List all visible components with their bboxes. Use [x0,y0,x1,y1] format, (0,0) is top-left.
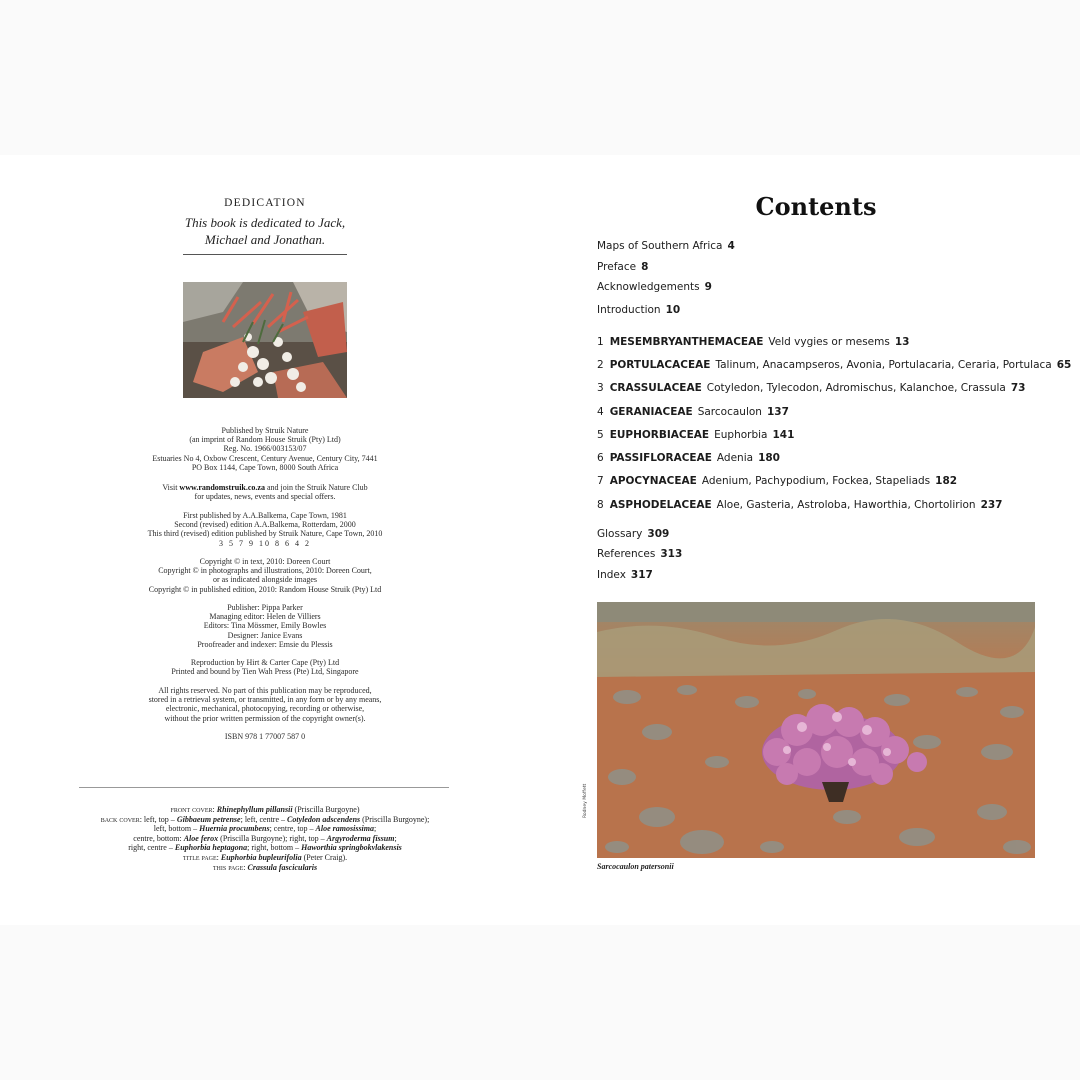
credit-text: (Priscilla Burgoyne); right, top – [218,833,327,843]
credit-text: (Priscilla Burgoyne); [360,814,430,824]
toc-label: Glossary [597,528,643,540]
species-name: Rhinephyllum pillansii [216,805,293,814]
imprint-line: Copyright © in photographs and illustrations, 2010: Doreen Court, [158,566,372,576]
chapter-description: Euphorbia [714,429,768,441]
imprint-line: Estuaries No 4, Oxbow Crescent, Century Avenue, Century City, 7441 [152,453,378,463]
isbn: ISBN 978 1 77007 587 0 [224,732,306,741]
imprint-line: First published by A.A.Balkema, Cape Town, 1981 [183,511,347,520]
credit-label: back cover: [100,814,142,824]
imprint-line: electronic, mechanical, photocopying, recording or otherwise, [165,704,365,714]
species-name: Huernia procumbens [199,824,270,834]
toc-label: Index [597,569,626,581]
imprint-line [120,483,410,492]
imprint-line: Copyright © in published edition, 2010: Random House Struik (Pty) Ltd [148,584,382,594]
imprint-line: stored in a retrieval system, or transmitted, in any form or by any means, [148,695,382,705]
toc-entry[interactable] [597,281,712,293]
dedication-text [165,214,365,248]
toc-chapter[interactable] [597,382,1025,394]
chapter-description: Sarcocaulon [697,406,762,418]
chapter-number: 3 [597,382,604,394]
credits-divider [79,787,449,788]
toc-chapter[interactable] [597,429,794,441]
toc-entry[interactable] [597,304,680,316]
toc-page-number: 313 [660,548,683,560]
photo-caption: Sarcocaulon patersonii [597,862,674,871]
chapter-description: Talinum, Anacampseros, Avonia, Portulacaria, Ceraria, Portulaca [715,359,1052,371]
dedication-divider [183,254,347,255]
imprint-printing [120,658,410,676]
toc-chapter[interactable] [597,406,789,418]
credit-line [60,834,470,844]
chapter-number: 6 [597,452,604,464]
toc-label: Preface [597,261,637,273]
imprint-line: Publisher: Pippa Parker [227,603,303,612]
imprint-staff [120,603,410,649]
imprint-line: 3 5 7 9 10 8 6 4 2 [219,538,311,548]
imprint-line: or as indicated alongside images [213,575,317,585]
crassula-fascicularis-photo [183,282,347,398]
toc-label: References [597,548,656,560]
chapter-number: 2 [597,359,604,371]
imprint-line: This third (revised) edition published by Struik Nature, Cape Town, 2010 [147,529,383,539]
toc-page-number: 65 [1056,359,1072,371]
credit-label: this page: [212,862,246,872]
imprint-line: Second (revised) edition A.A.Balkema, Rotterdam, 2000 [174,520,356,530]
species-name: Haworthia springbokvlakensis [301,843,402,853]
toc-chapter[interactable] [597,359,1071,371]
toc-page-number: 4 [727,240,735,252]
imprint-line: Proofreader and indexer: Emsie du Plessis [197,639,333,649]
toc-entry[interactable] [597,548,682,560]
imprint-publisher [120,426,410,472]
website-link[interactable]: www.randomstruik.co.za [179,483,265,492]
credit-text: centre, bottom: [133,833,184,843]
chapter-family: MESEMBRYANTHEMACEAE [609,336,764,348]
imprint-line: Editors: Tina Mössmer, Emily Bowles [203,621,327,631]
chapter-number: 1 [597,336,604,348]
toc-page-number: 182 [935,475,958,487]
credit-line [60,815,470,825]
toc-label: Introduction [597,304,661,316]
imprint-line: PO Box 1144, Cape Town, 8000 South Africa [191,462,339,472]
imprint-text: and join the Struik Nature Club [264,483,368,492]
credit-text: ; left, centre – [240,814,288,824]
imprint-website [120,483,410,501]
toc-page-number: 317 [630,569,653,581]
chapter-family: PORTULACACEAE [609,359,711,371]
credit-text: right, centre – [128,843,175,853]
imprint-text: Visit [162,483,180,492]
toc-label: Maps of Southern Africa [597,240,723,252]
imprint-line: Copyright © in text, 2010: Doreen Court [199,557,331,566]
toc-page-number: 141 [772,429,795,441]
toc-page-number: 180 [758,452,780,464]
toc-page-number: 73 [1010,382,1026,394]
chapter-family: PASSIFLORACEAE [609,452,712,464]
toc-chapter[interactable] [597,336,909,348]
species-name: Aloe ferox [183,833,219,843]
chapter-description: Aloe, Gasteria, Astroloba, Haworthia, Chortolirion [716,499,976,511]
toc-entry[interactable] [597,528,669,540]
species-name: Cotyledon adscendens [287,814,361,824]
credit-line [60,805,470,815]
imprint-line: for updates, news, events and special offers. [194,492,336,502]
imprint-rights [120,686,410,723]
chapter-family: EUPHORBIACEAE [609,429,710,441]
toc-page-number: 8 [641,261,649,273]
chapter-description: Adenium, Pachypodium, Fockea, Stapeliads [701,475,931,487]
species-name: Euphorbia heptagona [174,843,248,853]
chapter-description: Adenia [716,452,754,464]
imprint-line: Managing editor: Helen de Villiers [209,612,321,622]
imprint-editions [120,511,410,548]
toc-entry[interactable] [597,240,735,252]
toc-page-number: 9 [704,281,712,293]
credit-line [60,824,470,834]
credit-text: ; centre, top – [269,824,316,834]
imprint-line: without the prior written permission of the copyright owner(s). [164,713,366,723]
imprint-line: Reg. No. 1966/003153/07 [223,444,307,454]
dedication-heading: DEDICATION [224,197,306,209]
species-name: Aloe ramosissima [315,824,374,834]
toc-page-number: 309 [647,528,670,540]
photo-credit: Rodney Moffett [583,783,588,818]
toc-chapter[interactable] [597,499,1002,511]
credit-text: left, bottom – [153,824,200,834]
toc-chapter[interactable] [597,475,957,487]
credit-line [60,843,470,853]
chapter-number: 4 [597,406,604,418]
chapter-number: 5 [597,429,604,441]
toc-page-number: 13 [894,336,910,348]
imprint-line: Reproduction by Hirt & Carter Cape (Pty) Ltd [190,658,340,667]
imprint-line: All rights reserved. No part of this publication may be reproduced, [158,686,372,695]
chapter-family: CRASSULACEAE [609,382,702,394]
imprint-line: Printed and bound by Tien Wah Press (Pte) Ltd, Singapore [171,667,359,677]
credit-text: ; [374,824,377,834]
imprint-line: (an imprint of Random House Struik (Pty) Ltd) [189,435,341,445]
species-name: Argyroderma fissum [326,833,395,843]
imprint-copyright [120,557,410,594]
toc-entry[interactable] [597,261,648,273]
chapter-description: Cotyledon, Tylecodon, Adromischus, Kalanchoe, Crassula [706,382,1006,394]
credit-text: ; [394,833,397,843]
chapter-family: ASPHODELACEAE [609,499,712,511]
imprint-line: Published by Struik Nature [221,426,309,435]
chapter-family: APOCYNACEAE [609,475,697,487]
species-name: Euphorbia bupleurifolia [220,852,302,862]
toc-chapter[interactable] [597,452,780,464]
dedication-line: Michael and Jonathan. [204,232,326,247]
chapter-number: 8 [597,499,604,511]
credit-label: front cover: [170,805,215,814]
chapter-family: GERANIACEAE [609,406,693,418]
imprint-isbn [120,732,410,741]
toc-entry[interactable] [597,569,653,581]
credit-line [60,863,470,873]
credit-text: (Priscilla Burgoyne) [292,805,360,814]
toc-label: Acknowledgements [597,281,700,293]
chapter-description: Veld vygies or mesems [768,336,890,348]
chapter-number: 7 [597,475,604,487]
species-name: Gibbaeum petrense [176,814,241,824]
credit-label: title page: [182,852,219,862]
credit-text: (Peter Craig). [301,852,348,862]
contents-title: Contents [755,192,877,221]
toc-page-number: 137 [766,406,789,418]
toc-page-number: 237 [980,499,1003,511]
dedication-line: This book is dedicated to Jack, [184,215,346,230]
credit-text: left, top – [141,814,177,824]
credit-text: ; right, bottom – [247,843,302,853]
sarcocaulon-photo [597,602,1035,858]
toc-page-number: 10 [665,304,681,316]
credit-line [60,853,470,863]
species-name: Crassula fascicularis [247,862,318,872]
imprint-line: Designer: Janice Evans [227,630,303,640]
cover-credits [60,805,470,872]
